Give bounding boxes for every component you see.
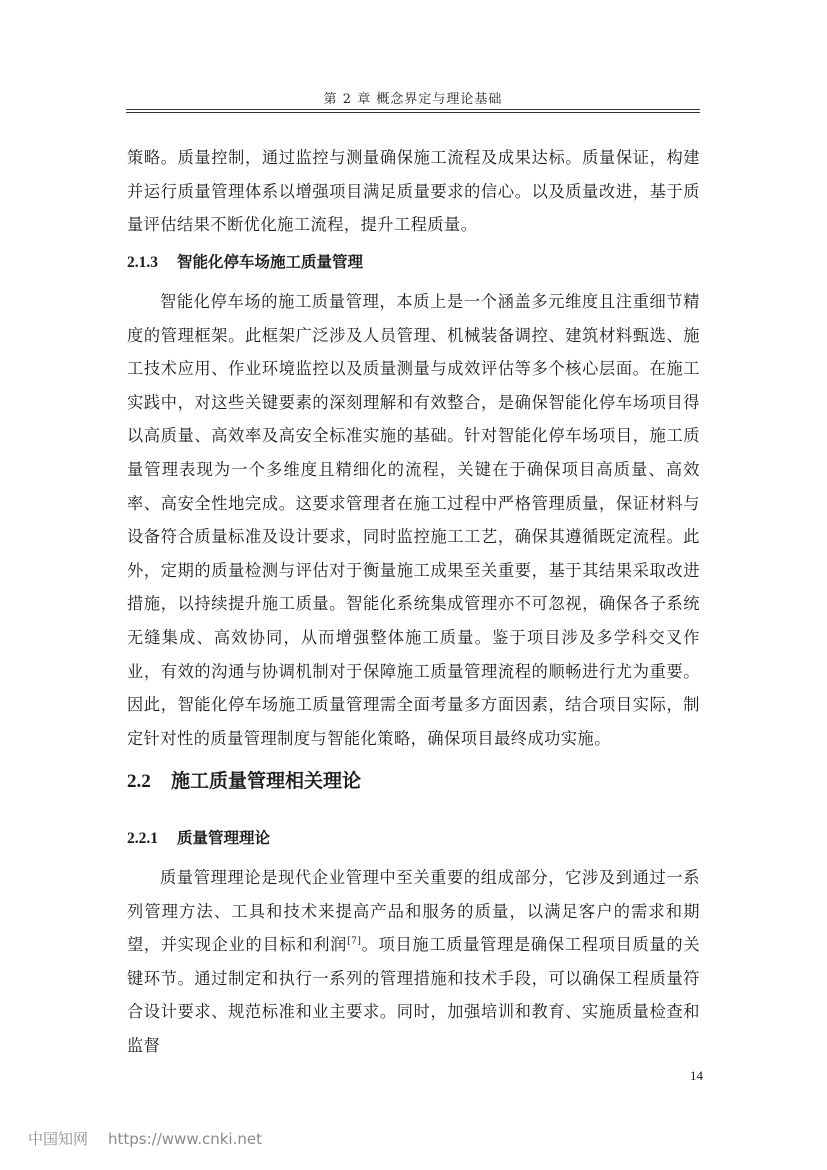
running-header: 第 2 章 概念界定与理论基础 [323,92,503,107]
paragraph-text-continued: 。项目施工质量管理是确保工程项目质量的关键环节。通过制定和执行一系列的管理措施和技术手段，可以确保工程质量符合设计要求、规范标准和业主要求。同时，加强培训和教育、实施质量检查和监督 [127,935,701,1055]
header-rule [126,109,700,113]
heading-2-1-3 [127,250,363,272]
page-number: 14 [690,1068,703,1083]
paragraph-quality-theory [127,861,700,1063]
paragraph-parking-quality: 智能化停车场的施工质量管理，本质上是一个涵盖多元维度且注重细节精度的管理框架。此框架广泛涉及人员管理、机械装备调控、建筑材料甄选、施工技术应用、作业环境监控以及质量测量与成效评估等多个核心层面。在施工实践中，对这些关键要素的深刻理解和有效整合，是确保智能化停车场项目得以高质量、高效率及高安全标准实施的基础。针对智能化停车场项目，施工质量管理表现为一个多维度且精细化的流程，关键在于确保项目高质量、高效率、高安全性地完成。这要求管理者在施工过程中严格管理质量，保证材料与设备符合质量标准及设计要求，同时监控施工工艺，确保其遵循既定流程。此外，定期的质量检测与评估对于衡量施工成果至关重要，基于其结果采取改进措施，以持续提升施工质量。智能化系统集成管理亦不可忽视，确保各子系统无缝集成、高效协同，从而增强整体施工质量。鉴于项目涉及多学科交叉作业，有效的沟通与协调机制对于保障施工质量管理流程的顺畅进行尤为重要。因此，智能化停车场施工质量管理需全面考量多方面因素，结合项目实际，制定针对性的质量管理制度与智能化策略，确保项目最终成功实施。 [127,292,700,748]
citation-ref: [7] [347,936,362,947]
heading-title: 质量管理理论 [177,829,271,847]
watermark-url: https://www.cnki.net [108,1130,262,1148]
paragraph-text: 质量管理理论是现代企业管理中至关重要的组成部分，它涉及到通过一系列管理方法、工具和技术来提高产品和服务的质量，以满足客户的需求和期望，并实现企业的目标和利润 [127,868,700,955]
heading-number: 2.2.1 [127,830,158,847]
heading-number: 2.2 [127,771,151,792]
heading-title: 智能化停车场施工质量管理 [177,253,364,271]
heading-2-2 [127,766,361,793]
heading-2-2-1 [127,826,270,848]
heading-number: 2.1.3 [127,254,158,271]
watermark-brand: 中国知网 [28,1130,89,1148]
cnki-watermark [28,1128,262,1149]
heading-title: 施工质量管理相关理论 [171,770,362,792]
paragraph-strategy: 策略。质量控制，通过监控与测量确保施工流程及成果达标。质量保证，构建并运行质量管理体系以增强项目满足质量要求的信心。以及质量改进，基于质量评估结果不断优化施工流程，提升工程质量。 [127,148,700,235]
